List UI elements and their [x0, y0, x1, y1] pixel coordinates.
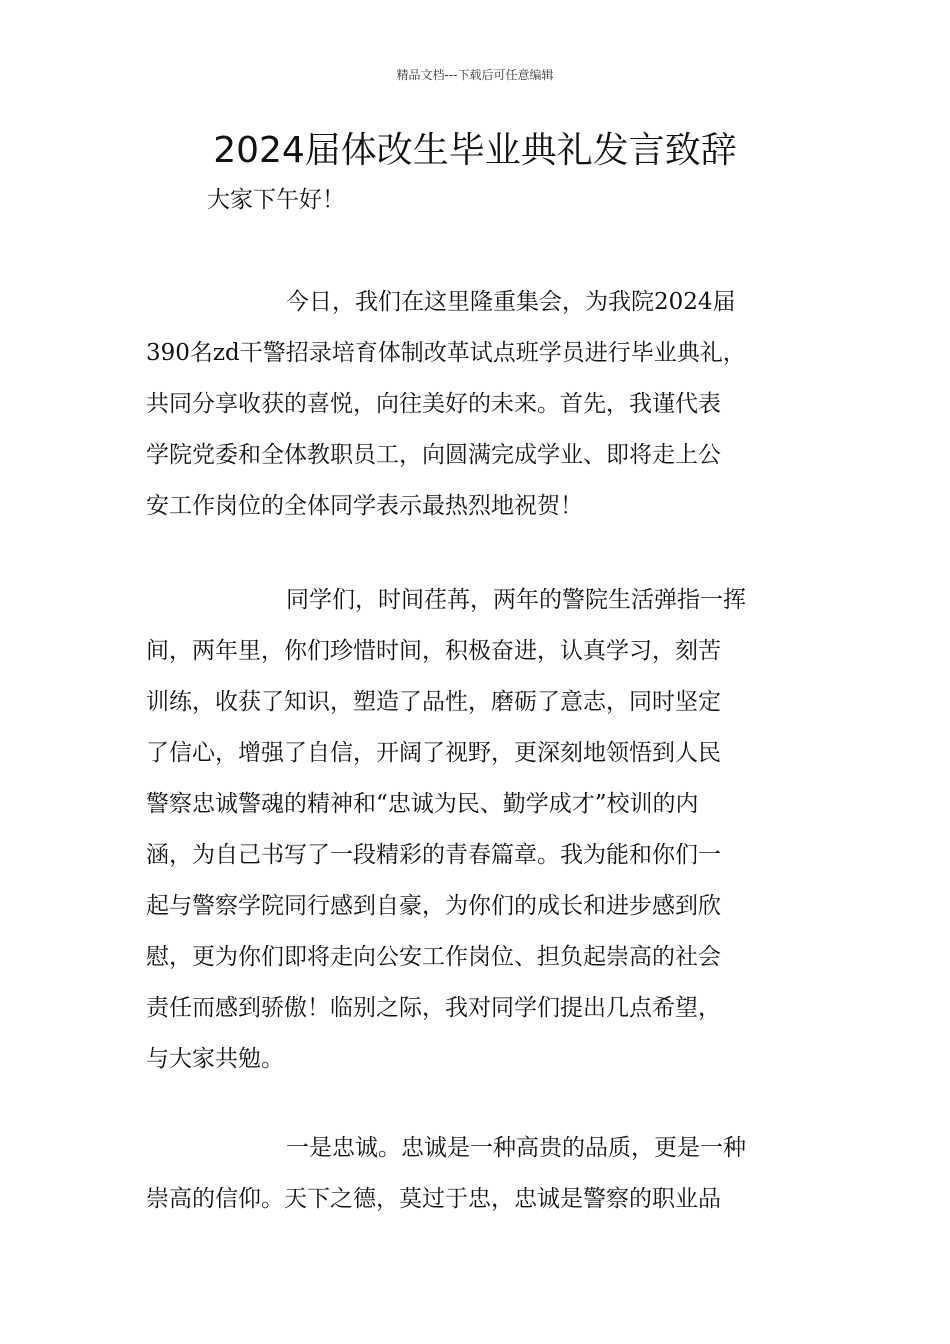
paragraph-line: 今日，我们在这里隆重集会，为我院2024届	[286, 289, 736, 315]
greeting-line: 大家下午好！	[207, 187, 345, 213]
paragraph-line: 涵，为自己书写了一段精彩的青春篇章。我为能和你们一	[146, 842, 721, 868]
paragraph-line: 同学们，时间荏苒，两年的警院生活弹指一挥	[286, 587, 746, 613]
paragraph-line: 慰，更为你们即将走向公安工作岗位、担负起崇高的社会	[146, 944, 721, 970]
paragraph-line: 警察忠诚警魂的精神和“忠诚为民、勤学成才”校训的内	[146, 791, 699, 817]
paragraph-line: 了信心，增强了自信，开阔了视野，更深刻地领悟到人民	[146, 740, 721, 766]
paragraph-line: 一是忠诚。忠诚是一种高贵的品质，更是一种	[286, 1135, 746, 1161]
paragraph-line: 安工作岗位的全体同学表示最热烈地祝贺！	[146, 493, 583, 519]
paragraph-line: 390名zd干警招录培育体制改革试点班学员进行毕业典礼，	[146, 340, 746, 366]
paragraph-line: 共同分享收获的喜悦，向往美好的未来。首先，我谨代表	[146, 391, 721, 417]
paragraph-line: 起与警察学院同行感到自豪，为你们的成长和进步感到欣	[146, 893, 721, 919]
paragraph-loyalty	[146, 1130, 811, 1232]
paragraph-reflection	[146, 582, 811, 1092]
document-title: 2024届体改生毕业典礼发言致辞	[213, 130, 737, 171]
paragraph-line: 崇高的信仰。天下之德，莫过于忠，忠诚是警察的职业品	[146, 1186, 721, 1212]
paragraph-line: 学院党委和全体教职员工，向圆满完成学业、即将走上公	[146, 442, 721, 468]
paragraph-line: 与大家共勉。	[146, 1046, 284, 1072]
header-note: 精品文档---下载后可任意编辑	[396, 68, 554, 82]
paragraph-opening	[146, 284, 811, 539]
paragraph-line: 间，两年里，你们珍惜时间，积极奋进，认真学习，刻苦	[146, 638, 721, 664]
paragraph-line: 训练，收获了知识，塑造了品性，磨砺了意志，同时坚定	[146, 689, 721, 715]
paragraph-line: 责任而感到骄傲！临别之际，我对同学们提出几点希望，	[146, 995, 721, 1021]
